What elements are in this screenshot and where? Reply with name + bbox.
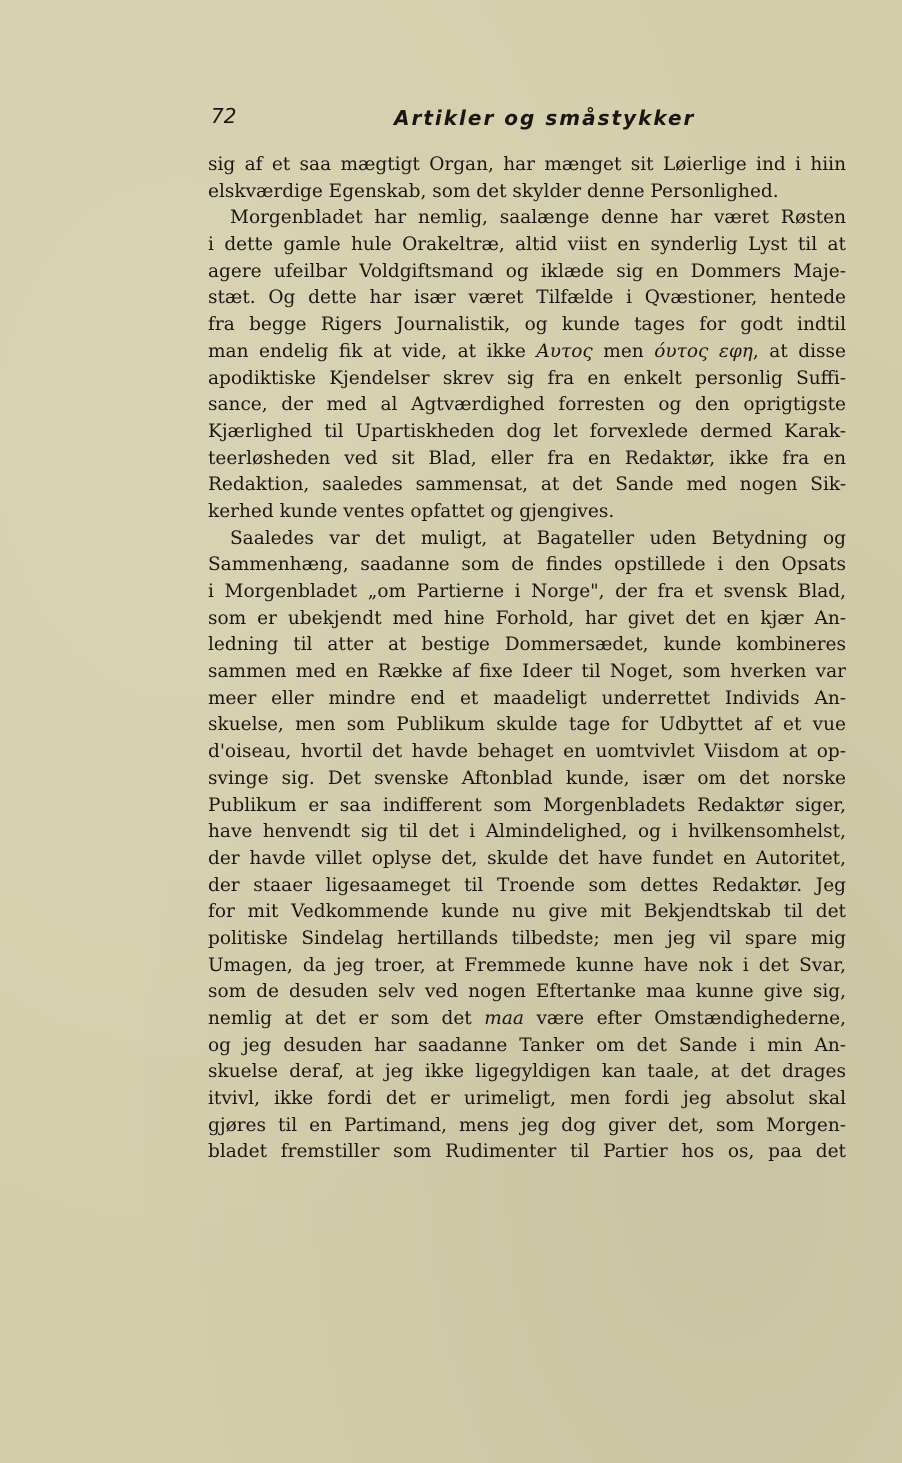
text-line: svinge sig. Det svenske Aftonblad kunde, især om det norske <box>208 767 846 789</box>
text-line: sance, der med al Agtværdighed forresten og den oprigtigste <box>208 394 846 416</box>
text-line: kerhed kunde ventes opfattet og gjengives. <box>208 500 615 522</box>
text-line: elskværdige Egenskab, som det skylder denne Personlighed. <box>208 180 779 202</box>
text-line: som de desuden selv ved nogen Eftertanke maa kunne give sig, <box>208 981 846 1003</box>
emphasized-word: maa <box>484 1008 524 1029</box>
text-line: og jeg desuden har saadanne Tanker om det Sande i min An- <box>208 1034 846 1056</box>
text-line: apodiktiske Kjendelser skrev sig fra en enkelt personlig Suffi- <box>208 367 846 389</box>
body-text <box>208 152 846 1166</box>
text-line: gjøres til en Partimand, mens jeg dog giver det, som Morgen- <box>208 1114 846 1136</box>
text-line: i Morgenbladet „om Partierne i Norge", der fra et svensk Blad, <box>208 581 846 602</box>
text-line: der staaer ligesaameget til Troende som dettes Redaktør. Jeg <box>208 874 846 896</box>
text-line: Umagen, da jeg troer, at Fremmede kunne have nok i det Svar, <box>208 954 846 976</box>
text-line: i dette gamle hule Orakeltræ, altid viist en synderlig Lyst til at <box>208 234 846 256</box>
text-line: stæt. Og dette har især været Tilfælde i Qvæstioner, hentede <box>208 287 846 309</box>
text-line: teerløsheden ved sit Blad, eller fra en Redaktør, ikke fra en <box>208 447 846 469</box>
text-line: Morgenbladet har nemlig, saalænge denne har været Røsten <box>230 207 846 229</box>
text-line: ledning til atter at bestige Dommersædet, kunde kombineres <box>208 634 846 656</box>
text-line: nemlig at det er som det maa være efter Omstændighederne, <box>208 1008 846 1029</box>
page-header <box>211 103 846 133</box>
text-line: politiske Sindelag hertillands tilbedste; men jeg vil spare mig <box>208 927 846 949</box>
text-line: d'oiseau, hvortil det havde behaget en uomtvivlet Viisdom at op- <box>208 741 846 763</box>
text-line: Publikum er saa indifferent som Morgenbladets Redaktør siger, <box>208 794 846 816</box>
text-line: itvivl, ikke fordi det er urimeligt, men fordi jeg absolut skal <box>208 1088 846 1110</box>
greek-word: Αυτος <box>536 340 593 362</box>
page-number: 72 <box>211 104 237 128</box>
text-line: Redaktion, saaledes sammensat, at det Sande med nogen Sik- <box>208 474 846 496</box>
text-line: Sammenhæng, saadanne som de findes opstillede i den Opsats <box>208 554 846 576</box>
text-line: have henvendt sig til det i Almindelighed, og i hvilkensomhelst, <box>208 821 846 843</box>
text-line: agere ufeilbar Voldgiftsmand og iklæde sig en Dommers Maje- <box>208 260 846 282</box>
text-line: Kjærlighed til Upartiskheden dog let forvexlede dermed Karak- <box>208 420 846 442</box>
text-line: man endelig fik at vide, at ikke Αυτος men όυτος εφη, at disse <box>208 340 846 362</box>
text-line: som er ubekjendt med hine Forhold, har givet det en kjær An- <box>208 607 846 629</box>
text-line: sig af et saa mægtigt Organ, har mænget sit Løierlige ind i hiin <box>208 154 846 175</box>
text-line: der havde villet oplyse det, skulde det have fundet en Autoritet, <box>208 847 846 869</box>
text-line: sammen med en Række af fixe Ideer til Noget, som hverken var <box>208 661 846 683</box>
greek-phrase: όυτος εφη <box>654 340 753 362</box>
text-line: for mit Vedkommende kunde nu give mit Bekjendtskab til det <box>208 901 846 923</box>
running-title: Artikler og småstykker <box>394 106 696 130</box>
text-line: skuelse deraf, at jeg ikke ligegyldigen kan taale, at det drages <box>208 1061 846 1083</box>
text-line: bladet fremstiller som Rudimenter til Partier hos os, paa det <box>208 1141 846 1163</box>
text-line: Saaledes var det muligt, at Bagateller uden Betydning og <box>230 527 846 549</box>
text-line: meer eller mindre end et maadeligt underrettet Individs An- <box>208 687 846 709</box>
text-line: fra begge Rigers Journalistik, og kunde tages for godt indtil <box>208 314 846 336</box>
text-line: skuelse, men som Publikum skulde tage for Udbyttet af et vue <box>208 714 846 736</box>
